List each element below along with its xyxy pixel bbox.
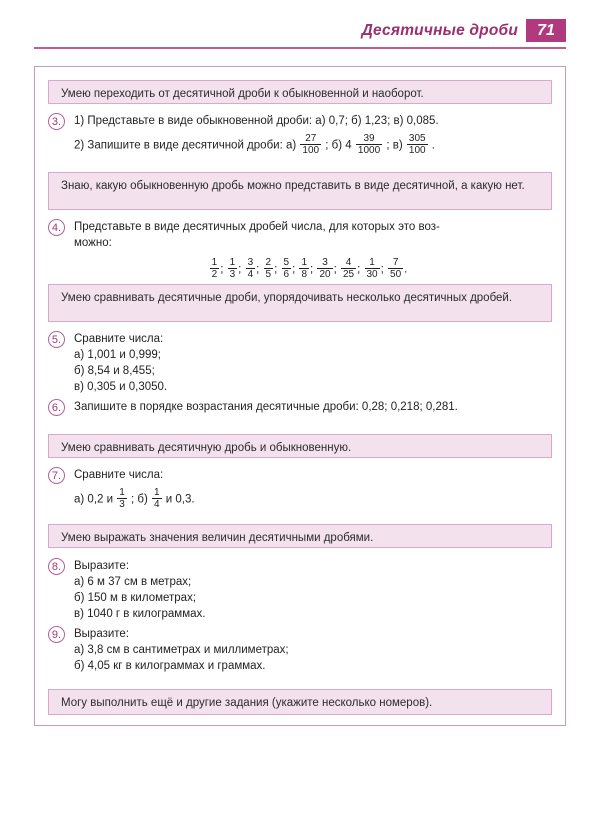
page-number-badge: 71 <box>526 19 566 42</box>
task-4-line-2: можно: <box>74 237 112 249</box>
statement-bar-4: Умею сравнивать десятичную дробь и обыкновенную. <box>48 434 552 458</box>
task-8-line-3: б) 150 м в километрах; <box>74 592 197 604</box>
task-9-line-2: а) 3,8 см в сантиметрах и миллиметрах; <box>74 644 289 656</box>
header-divider <box>34 47 566 49</box>
fraction-2-5: $\frac{2}{5}$ <box>265 257 272 280</box>
statement-bar-3: Умею сравнивать десятичные дроби, упорядочивать несколько десятичных дробей. <box>48 284 552 322</box>
task-3-mid-2: ; в) <box>386 139 403 152</box>
task-9-line-1: Выразите: <box>74 628 130 640</box>
fraction-4-25: $\frac{4}{25}$ <box>342 257 355 280</box>
fraction-1-3: $\frac{1}{3}$ <box>229 257 236 280</box>
statement-bar-5: Умею выражать значения величин десятичными дробями. <box>48 524 552 548</box>
task-4 <box>48 219 552 280</box>
statement-bar-1: Умею переходить от десятичной дроби к обыкновенной и наоборот. <box>48 80 552 104</box>
task-3-tail: . <box>431 139 435 152</box>
fraction-1-8: $\frac{1}{8}$ <box>301 257 308 280</box>
task-7-mid: ; б) <box>131 493 148 506</box>
task-3-number: 3. <box>48 113 65 130</box>
task-5-line-2: а) 1,001 и 0,999; <box>74 349 161 361</box>
task-7-line-2 <box>74 487 552 510</box>
task-5 <box>48 331 552 395</box>
task-8-number: 8. <box>48 558 65 575</box>
statement-bar-6: Могу выполнить ещё и другие задания (укажите несколько номеров). <box>48 689 552 715</box>
task-7-prefix: а) 0,2 и <box>74 493 114 506</box>
task-7-tail: и 0,3. <box>165 493 195 506</box>
task-6 <box>48 399 552 415</box>
fraction-1-4-b: $\frac{1}{4}$ <box>154 487 160 510</box>
fraction-1-3-b: $\frac{1}{3}$ <box>119 487 125 510</box>
task-5-line-1: Сравните числа: <box>74 333 164 345</box>
page-title: Десятичные дроби <box>361 22 518 39</box>
statement-bar-2: Знаю, какую обыкновенную дробь можно представить в виде десятичной, а какую нет. <box>48 172 552 210</box>
task-9 <box>48 626 552 674</box>
task-5-line-4: в) 0,305 и 0,3050. <box>74 381 168 393</box>
task-6-line-1: Запишите в порядке возрастания десятичные дроби: 0,28; 0,218; 0,281. <box>74 401 458 413</box>
task-3-line-1: 1) Представьте в виде обыкновенной дроби: а) 0,7; б) 1,23; в) 0,085. <box>74 115 439 127</box>
page-header <box>34 22 566 52</box>
task-4-number: 4. <box>48 219 65 236</box>
task-3-line-2-prefix: 2) Запишите в виде десятичной дроби: а) <box>74 139 297 152</box>
task-6-number: 6. <box>48 399 65 416</box>
task-8 <box>48 558 552 622</box>
fraction-27-100: $\frac{27}{100}$ <box>302 133 320 156</box>
task-3 <box>48 113 552 156</box>
task-5-line-3: б) 8,54 и 8,455; <box>74 365 155 377</box>
fraction-3-4: $\frac{3}{4}$ <box>247 257 254 280</box>
fraction-305-100: $\frac{305}{100}$ <box>408 133 426 156</box>
task-3-mid-1: ; б) 4 <box>325 139 352 152</box>
task-7 <box>48 467 552 510</box>
task-3-line-2 <box>74 133 552 156</box>
task-7-number: 7. <box>48 467 65 484</box>
task-4-line-1: Представьте в виде десятичных дробей числа, для которых это воз- <box>74 221 440 233</box>
fraction-5-6: $\frac{5}{6}$ <box>283 257 290 280</box>
task-5-number: 5. <box>48 331 65 348</box>
fraction-1-30: $\frac{1}{30}$ <box>366 257 378 280</box>
task-4-fraction-list: $\frac{1}{2}$ ; $\frac{1}{3}$ ; $\frac{3}{4}$ ; $\frac{2}{5}$ ; $\frac{5}{6}$ ; $\frac{1}{8}$ ; $\frac{3}{20}$ ; $\frac{4}{25}$ ; $\frac{1}{30}$ ; $\frac{7}{50}$ . <box>211 257 408 280</box>
task-8-line-2: а) 6 м 37 см в метрах; <box>74 576 192 588</box>
task-9-line-3: б) 4,05 кг в килограммах и граммах. <box>74 660 266 672</box>
task-7-line-1: Сравните числа: <box>74 469 164 481</box>
task-8-line-1: Выразите: <box>74 560 130 572</box>
fraction-1-2: $\frac{1}{2}$ <box>211 257 218 280</box>
fraction-7-50: $\frac{7}{50}$ <box>390 257 402 280</box>
task-8-line-4: в) 1040 г в килограммах. <box>74 608 206 620</box>
fraction-3-20: $\frac{3}{20}$ <box>319 257 331 280</box>
fraction-39-1000: $\frac{39}{1000}$ <box>357 133 381 156</box>
task-9-number: 9. <box>48 626 65 643</box>
